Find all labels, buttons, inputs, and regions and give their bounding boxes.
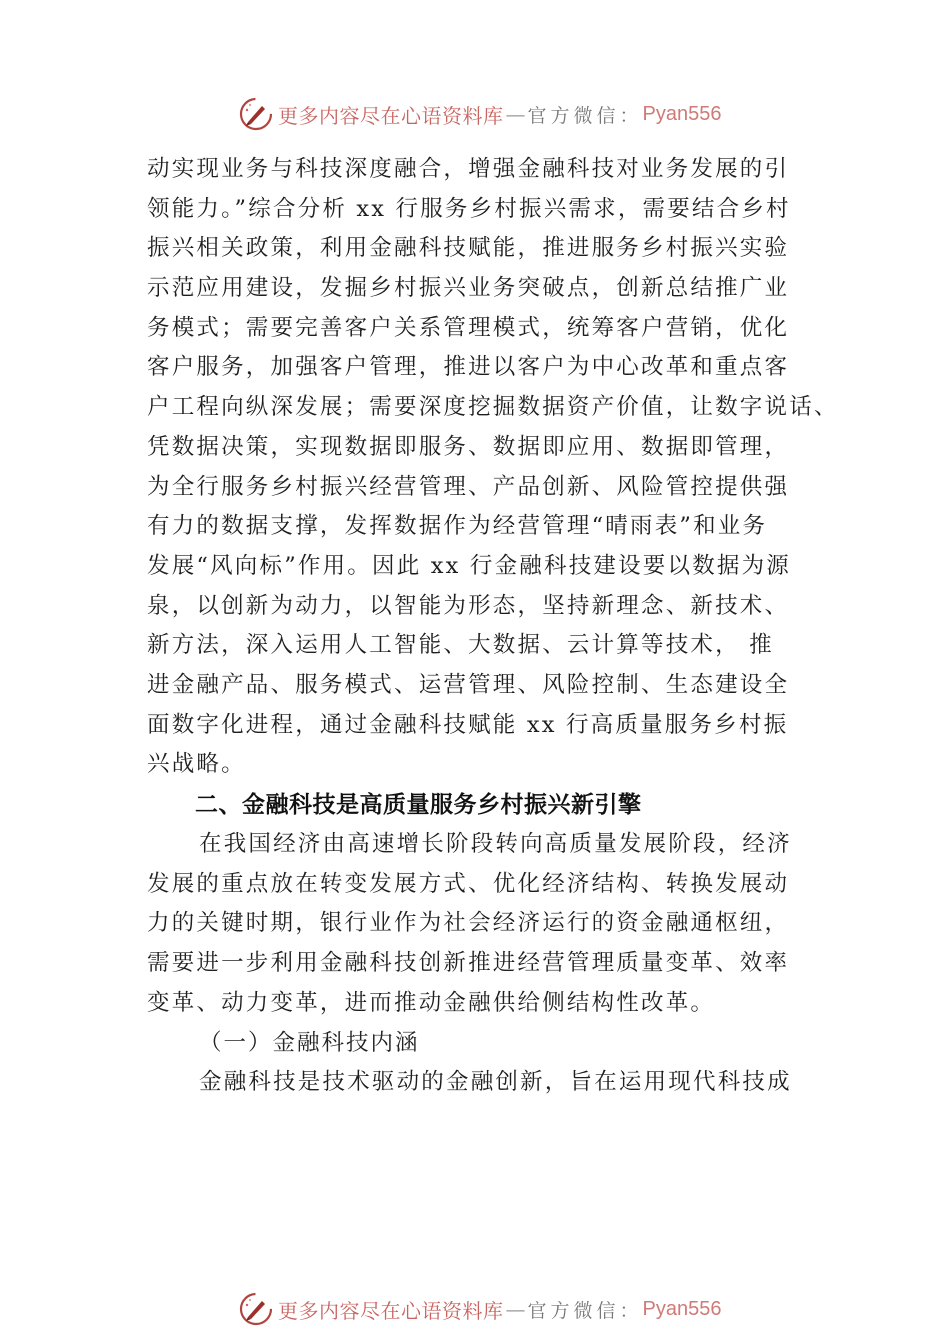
text-line: 新方法，深入运用人工智能、大数据、云计算等技术， 推 bbox=[147, 632, 774, 659]
paragraph-3 bbox=[147, 1063, 837, 1103]
subsection-heading: （一）金融科技内涵 bbox=[199, 1030, 420, 1057]
text-line: 进金融产品、服务模式、运营管理、风险控制、生态建设全 bbox=[147, 671, 790, 698]
text-line: 兴战略。 bbox=[147, 751, 246, 778]
text-line: 振兴相关政策，利用金融科技赋能，推进服务乡村振兴实验 bbox=[147, 235, 790, 262]
text-line: 凭数据决策，实现数据即服务、数据即应用、数据即管理， bbox=[147, 433, 790, 460]
footer-banner bbox=[238, 1289, 721, 1329]
document-page bbox=[147, 150, 837, 1103]
text-line: 泉，以创新为动力，以智能为形态，坚持新理念、新技术、 bbox=[147, 592, 790, 619]
text-line: 动实现业务与科技深度融合，增强金融科技对业务发展的引 bbox=[147, 156, 790, 182]
quill-pen-logo-icon bbox=[238, 96, 274, 132]
text-line: 面数字化进程，通过金融科技赋能 xx 行高质量服务乡村振 bbox=[147, 711, 789, 738]
banner-wechat-id: Pyan556 bbox=[642, 102, 722, 125]
section-heading: 二、金融科技是高质量服务乡村振兴新引擎 bbox=[195, 792, 642, 818]
text-line: 力的关键时期，银行业作为社会经济运行的资金融通枢纽， bbox=[147, 910, 790, 937]
paragraph-1 bbox=[147, 150, 837, 785]
text-line: 户工程向纵深发展；需要深度挖掘数据资产价值，让数字说话、 bbox=[147, 394, 839, 421]
banner-separator: — bbox=[505, 102, 526, 126]
banner-separator: — bbox=[505, 1297, 526, 1321]
text-line: 领能力。”综合分析 xx 行服务乡村振兴需求，需要结合乡村 bbox=[147, 195, 791, 222]
banner-wechat-id: Pyan556 bbox=[642, 1297, 722, 1320]
text-line: 在我国经济由高速增长阶段转向高质量发展阶段，经济 bbox=[199, 831, 792, 857]
text-line: 发展“风向标”作用。因此 xx 行金融科技建设要以数据为源 bbox=[147, 552, 791, 579]
text-line: 需要进一步利用金融科技创新推进经营管理质量变革、效率 bbox=[147, 950, 790, 977]
text-line: 金融科技是技术驱动的金融创新，旨在运用现代科技成 bbox=[199, 1069, 792, 1096]
header-banner bbox=[238, 94, 721, 134]
text-line: 有力的数据支撑，发挥数据作为经营管理“晴雨表”和业务 bbox=[147, 513, 768, 540]
text-line: 示范应用建设，发掘乡村振兴业务突破点，创新总结推广业 bbox=[147, 275, 790, 302]
quill-pen-logo-icon bbox=[238, 1291, 274, 1327]
banner-wechat-label: 官方微信： bbox=[527, 104, 643, 127]
text-line: 变革、动力变革，进而推动金融供给侧结构性改革。 bbox=[147, 989, 716, 1016]
text-line: 为全行服务乡村振兴经营管理、产品创新、风险管控提供强 bbox=[147, 473, 790, 500]
text-line: 发展的重点放在转变发展方式、优化经济结构、转换发展动 bbox=[147, 870, 790, 897]
banner-brand-text: 更多内容尽在心语资料库 bbox=[278, 1298, 504, 1323]
banner-brand-text: 更多内容尽在心语资料库 bbox=[278, 103, 504, 128]
text-line: 客户服务，加强客户管理，推进以客户为中心改革和重点客 bbox=[147, 354, 790, 381]
banner-wechat-label: 官方微信： bbox=[527, 1299, 643, 1322]
text-line: 务模式；需要完善客户关系管理模式，统筹客户营销，优化 bbox=[147, 314, 790, 341]
paragraph-2 bbox=[147, 825, 837, 1023]
